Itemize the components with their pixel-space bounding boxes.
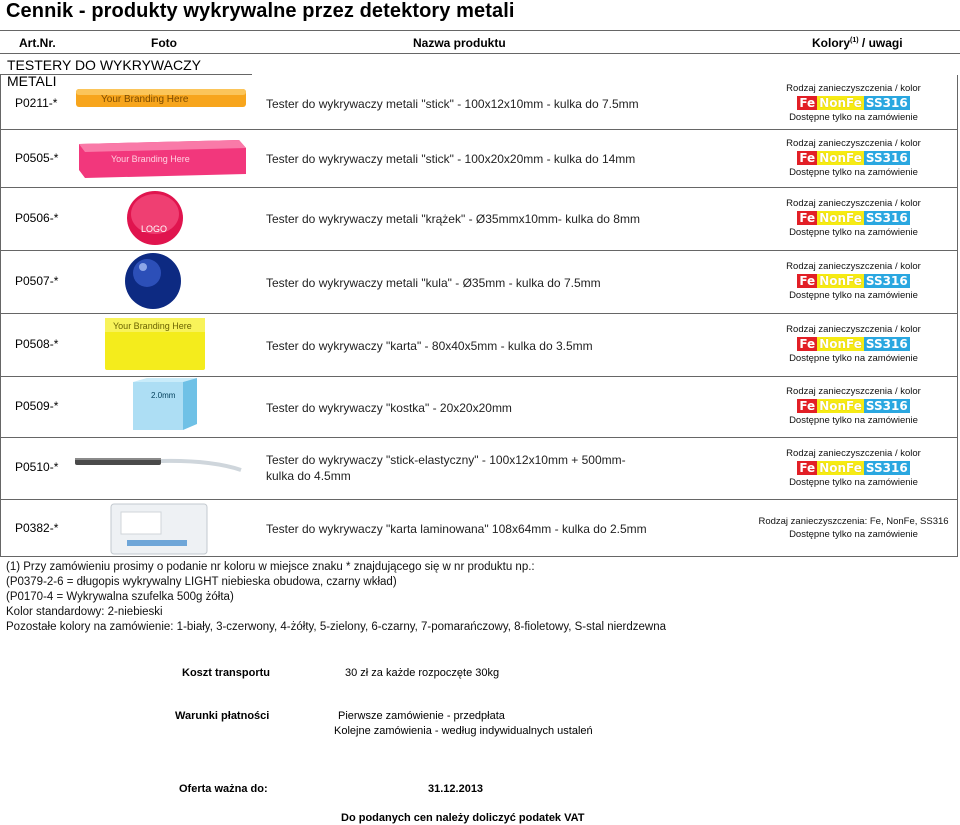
vat-note: Do podanych cen należy doliczyć podatek VAT bbox=[341, 812, 585, 824]
art-number: P0507-* bbox=[15, 274, 59, 288]
note-availability: Dostępne tylko na zamówienie bbox=[789, 290, 918, 301]
svg-text:Your Branding Here: Your Branding Here bbox=[113, 321, 192, 331]
note-label: Rodzaj zanieczyszczenia / kolor bbox=[786, 83, 921, 94]
note-availability: Dostępne tylko na zamówienie bbox=[789, 529, 918, 540]
nonfe-badge: NonFe bbox=[819, 96, 862, 110]
svg-text:2.0mm: 2.0mm bbox=[151, 391, 176, 400]
product-note bbox=[761, 137, 946, 179]
note-availability: Dostępne tylko na zamówienie bbox=[789, 167, 918, 178]
metal-badges bbox=[761, 96, 946, 110]
art-number: P0510-* bbox=[15, 460, 59, 474]
note-availability: Dostępne tylko na zamówienie bbox=[789, 477, 918, 488]
product-note bbox=[761, 385, 946, 427]
footnote-line: (P0170-4 = Wykrywalna szufelka 500g żółta) bbox=[6, 591, 234, 603]
table-row bbox=[0, 75, 958, 130]
payment-value-1: Pierwsze zamówienie - przedpłata bbox=[338, 710, 505, 722]
table-row bbox=[0, 251, 958, 314]
nonfe-badge: NonFe bbox=[819, 151, 862, 165]
fe-badge: Fe bbox=[799, 399, 816, 413]
svg-text:Your Branding Here: Your Branding Here bbox=[111, 154, 190, 164]
header-art: Art.Nr. bbox=[19, 36, 56, 50]
note-availability: Dostępne tylko na zamówienie bbox=[789, 227, 918, 238]
transport-label: Koszt transportu bbox=[182, 667, 270, 679]
ss316-badge: SS316 bbox=[865, 96, 908, 110]
table-row bbox=[0, 377, 958, 438]
offer-label: Oferta ważna do: bbox=[179, 783, 268, 795]
note-label: Rodzaj zanieczyszczenia / kolor bbox=[786, 448, 921, 459]
table-row bbox=[0, 500, 958, 557]
transport-value: 30 zł za każde rozpoczęte 30kg bbox=[345, 667, 500, 679]
art-number: P0211-* bbox=[15, 96, 58, 110]
nonfe-badge: NonFe bbox=[819, 399, 862, 413]
product-note bbox=[756, 515, 951, 541]
note-label: Rodzaj zanieczyszczenia / kolor bbox=[786, 386, 921, 397]
table-row bbox=[0, 188, 958, 251]
payment-label: Warunki płatności bbox=[175, 710, 270, 722]
note-label-plain: Rodzaj zanieczyszczenia: Fe, NonFe, SS316 bbox=[758, 516, 949, 527]
product-name: Tester do wykrywaczy "stick-elastyczny" - 100x12x10mm + 500mm- kulka do 4.5mm bbox=[266, 453, 626, 483]
footnote-line: Kolor standardowy: 2-niebieski bbox=[6, 606, 163, 618]
product-photo bbox=[71, 134, 251, 180]
footnote-line: (P0379-2-6 = długopis wykrywalny LIGHT niebieska obudowa, czarny wkład) bbox=[6, 576, 397, 588]
art-number: P0506-* bbox=[15, 211, 59, 225]
header-name: Nazwa produktu bbox=[413, 36, 506, 50]
note-label: Rodzaj zanieczyszczenia / kolor bbox=[786, 261, 921, 272]
metal-badges bbox=[761, 274, 946, 288]
fe-badge: Fe bbox=[799, 461, 816, 475]
footnote-line: Pozostałe kolory na zamówienie: 1-biały, 3-czerwony, 4-żółty, 5-zielony, 6-czarny, 7-pomarańczowy, 8-fioletowy, S-stal nierdzewna bbox=[6, 621, 667, 633]
svg-text:LOGO: LOGO bbox=[141, 224, 168, 234]
product-name: Tester do wykrywaczy "kostka" - 20x20x20mm bbox=[266, 401, 512, 415]
note-availability: Dostępne tylko na zamówienie bbox=[789, 353, 918, 364]
product-note bbox=[761, 447, 946, 489]
nonfe-badge: NonFe bbox=[819, 211, 862, 225]
nonfe-badge: NonFe bbox=[819, 337, 862, 351]
svg-text:Your Branding Here: Your Branding Here bbox=[101, 94, 189, 105]
art-number: P0382-* bbox=[15, 521, 59, 535]
ss316-badge: SS316 bbox=[865, 337, 908, 351]
metal-badges bbox=[761, 461, 946, 475]
fe-badge: Fe bbox=[799, 274, 816, 288]
fe-badge: Fe bbox=[799, 211, 816, 225]
product-photo bbox=[71, 83, 251, 113]
product-note bbox=[761, 82, 946, 124]
product-name: Tester do wykrywaczy metali "stick" - 100x12x10mm - kulka do 7.5mm bbox=[266, 97, 639, 111]
product-photo bbox=[71, 190, 251, 248]
table-row bbox=[0, 314, 958, 377]
ss316-badge: SS316 bbox=[865, 211, 908, 225]
product-note bbox=[761, 197, 946, 239]
metal-badges bbox=[761, 211, 946, 225]
section-title: TESTERY DO WYKRYWACZY METALI bbox=[0, 55, 252, 75]
fe-badge: Fe bbox=[799, 96, 816, 110]
ss316-badge: SS316 bbox=[865, 399, 908, 413]
metal-badges bbox=[761, 151, 946, 165]
product-photo bbox=[71, 448, 251, 484]
payment-value-2: Kolejne zamówienia - według indywidualnych ustaleń bbox=[334, 725, 593, 737]
note-availability: Dostępne tylko na zamówienie bbox=[789, 112, 918, 123]
nonfe-badge: NonFe bbox=[819, 274, 862, 288]
nonfe-badge: NonFe bbox=[819, 461, 862, 475]
product-note bbox=[761, 323, 946, 365]
table-row bbox=[0, 438, 958, 500]
footnotes bbox=[6, 560, 666, 635]
metal-badges bbox=[761, 399, 946, 413]
art-number: P0505-* bbox=[15, 151, 59, 165]
product-photo bbox=[71, 378, 251, 436]
product-name: Tester do wykrywaczy "karta laminowana" 108x64mm - kulka do 2.5mm bbox=[266, 522, 647, 536]
product-name: Tester do wykrywaczy metali "krążek" - Ø35mmx10mm- kulka do 8mm bbox=[266, 212, 640, 226]
product-photo bbox=[71, 316, 251, 374]
note-availability: Dostępne tylko na zamówienie bbox=[789, 415, 918, 426]
fe-badge: Fe bbox=[799, 337, 816, 351]
table-row bbox=[0, 130, 958, 188]
product-photo bbox=[71, 253, 251, 311]
footnote-line: (1) Przy zamówieniu prosimy o podanie nr koloru w miejsce znaku * znajdującego się w nr produktu np.: bbox=[6, 561, 535, 573]
product-name: Tester do wykrywaczy metali "stick" - 100x20x20mm - kulka do 14mm bbox=[266, 152, 636, 166]
product-note bbox=[761, 260, 946, 302]
fe-badge: Fe bbox=[799, 151, 816, 165]
ss316-badge: SS316 bbox=[865, 461, 908, 475]
product-photo bbox=[71, 502, 251, 556]
art-number: P0508-* bbox=[15, 337, 59, 351]
header-colors: Kolory$^{(1)}$ / uwagi bbox=[812, 36, 903, 50]
note-label: Rodzaj zanieczyszczenia / kolor bbox=[786, 138, 921, 149]
metal-badges bbox=[761, 337, 946, 351]
product-name: Tester do wykrywaczy "karta" - 80x40x5mm - kulka do 3.5mm bbox=[266, 339, 593, 353]
note-label: Rodzaj zanieczyszczenia / kolor bbox=[786, 324, 921, 335]
offer-value: 31.12.2013 bbox=[428, 783, 484, 795]
product-name: Tester do wykrywaczy metali "kula" - Ø35mm - kulka do 7.5mm bbox=[266, 276, 601, 290]
page-title: Cennik - produkty wykrywalne przez detektory metali bbox=[6, 0, 515, 22]
header-foto: Foto bbox=[151, 36, 177, 50]
ss316-badge: SS316 bbox=[865, 151, 908, 165]
art-number: P0509-* bbox=[15, 399, 59, 413]
note-label: Rodzaj zanieczyszczenia / kolor bbox=[786, 198, 921, 209]
ss316-badge: SS316 bbox=[865, 274, 908, 288]
table-header bbox=[0, 30, 960, 54]
